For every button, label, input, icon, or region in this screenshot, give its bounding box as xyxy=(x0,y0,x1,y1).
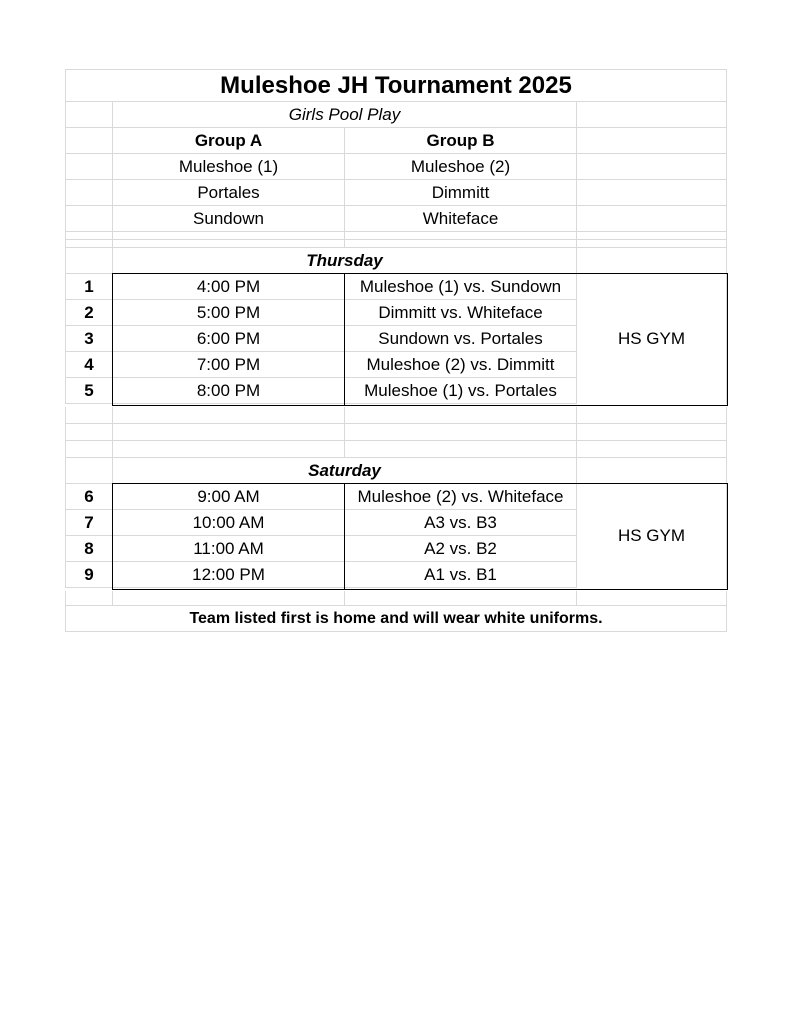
spacer-row xyxy=(65,424,727,441)
game-matchup: A1 vs. B1 xyxy=(345,562,577,588)
game-time: 5:00 PM xyxy=(113,300,345,326)
game-matchup: A3 vs. B3 xyxy=(345,510,577,536)
game-time: 9:00 AM xyxy=(113,484,345,510)
page-title: Muleshoe JH Tournament 2025 xyxy=(65,69,727,102)
title-row xyxy=(65,69,727,102)
spacer-row xyxy=(65,240,727,248)
game-matchup: Muleshoe (2) vs. Whiteface xyxy=(345,484,577,510)
thursday-games xyxy=(65,274,727,407)
game-number: 7 xyxy=(65,510,113,536)
game-matchup: Sundown vs. Portales xyxy=(345,326,577,352)
footnote: Team listed first is home and will wear white uniforms. xyxy=(65,606,727,632)
group-a-team: Sundown xyxy=(113,206,345,232)
day-heading-thursday: Thursday xyxy=(113,248,577,274)
spacer-row xyxy=(65,232,727,240)
game-number: 5 xyxy=(65,378,113,404)
group-a-team: Muleshoe (1) xyxy=(113,154,345,180)
saturday-games xyxy=(65,484,727,591)
game-time: 10:00 AM xyxy=(113,510,345,536)
spacer-row xyxy=(65,407,727,424)
game-time: 12:00 PM xyxy=(113,562,345,588)
group-a-header: Group A xyxy=(113,128,345,154)
game-time: 8:00 PM xyxy=(113,378,345,404)
group-team-row xyxy=(65,206,727,232)
group-b-header: Group B xyxy=(345,128,577,154)
game-number: 1 xyxy=(65,274,113,300)
game-number: 3 xyxy=(65,326,113,352)
group-team-row xyxy=(65,154,727,180)
group-team-row xyxy=(65,180,727,206)
saturday-header-row xyxy=(65,458,727,484)
game-matchup: Muleshoe (1) vs. Sundown xyxy=(345,274,577,300)
game-matchup: Muleshoe (1) vs. Portales xyxy=(345,378,577,404)
game-number: 2 xyxy=(65,300,113,326)
day-heading-saturday: Saturday xyxy=(113,458,577,484)
game-matchup: Muleshoe (2) vs. Dimmitt xyxy=(345,352,577,378)
venue-cell: HS GYM xyxy=(577,274,727,404)
game-time: 6:00 PM xyxy=(113,326,345,352)
game-number: 4 xyxy=(65,352,113,378)
schedule-sheet xyxy=(65,69,727,632)
group-b-team: Muleshoe (2) xyxy=(345,154,577,180)
game-time: 11:00 AM xyxy=(113,536,345,562)
game-number: 8 xyxy=(65,536,113,562)
footnote-row xyxy=(65,606,727,632)
game-matchup: A2 vs. B2 xyxy=(345,536,577,562)
venue-cell: HS GYM xyxy=(577,484,727,588)
group-a-team: Portales xyxy=(113,180,345,206)
game-time: 7:00 PM xyxy=(113,352,345,378)
thursday-header-row xyxy=(65,248,727,274)
subtitle-row xyxy=(65,102,727,128)
subtitle: Girls Pool Play xyxy=(113,102,577,128)
group-b-team: Dimmitt xyxy=(345,180,577,206)
spacer-row xyxy=(65,441,727,458)
game-matchup: Dimmitt vs. Whiteface xyxy=(345,300,577,326)
group-b-team: Whiteface xyxy=(345,206,577,232)
game-time: 4:00 PM xyxy=(113,274,345,300)
game-number: 9 xyxy=(65,562,113,588)
group-header-row xyxy=(65,128,727,154)
spacer-row xyxy=(65,591,727,606)
game-number: 6 xyxy=(65,484,113,510)
